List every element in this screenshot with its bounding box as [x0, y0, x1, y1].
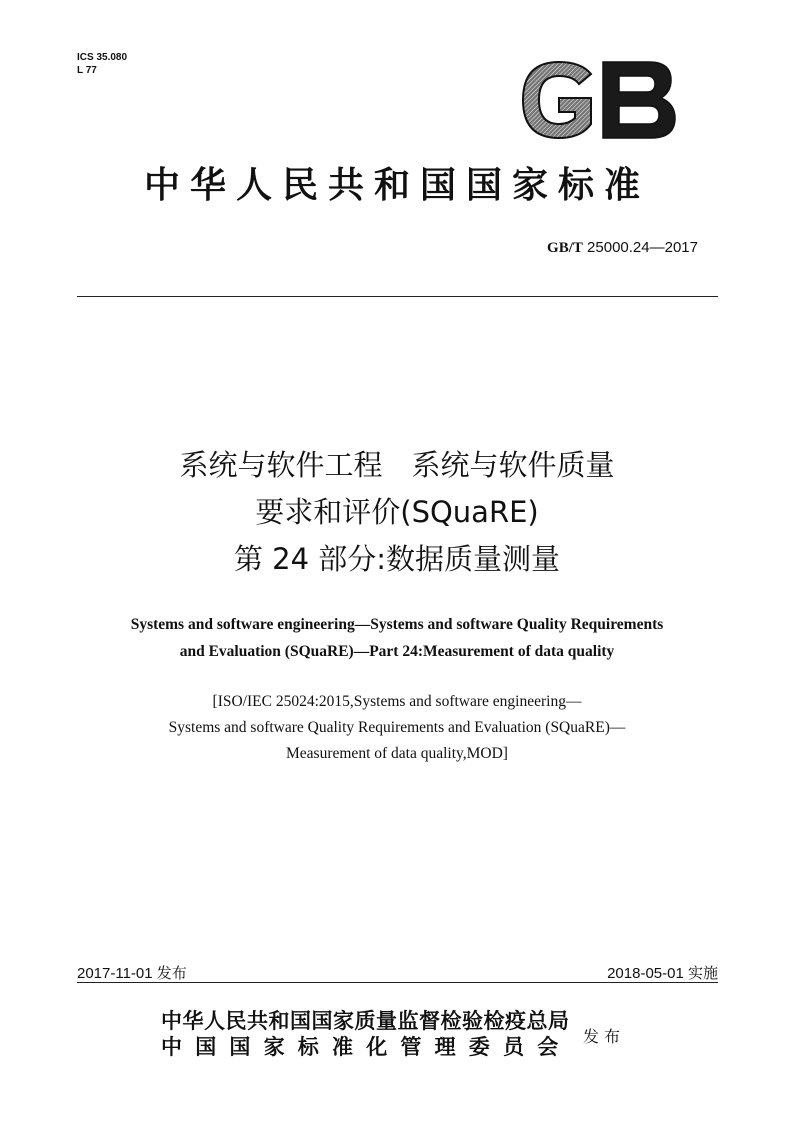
chinese-title-line-1: 系统与软件工程 系统与软件质量 [179, 448, 615, 482]
classification-codes [77, 51, 127, 77]
publish-label: 发布 [583, 1027, 626, 1046]
publish-date: 2017-11-01 发布 [77, 965, 187, 982]
standard-code: 25000.24—2017 [582, 239, 698, 256]
standard-prefix: GB/T [547, 240, 583, 256]
gb-logo [519, 60, 677, 140]
iso-reference-line-2: Systems and software Quality Requirements and Evaluation (SQuaRE)— [168, 719, 626, 736]
standard-number [547, 239, 698, 257]
implementation-date: 2018-05-01 实施 [607, 965, 718, 982]
ccs-code: L 77 [77, 65, 97, 76]
issuer-line-1: 中华人民共和国国家质量监督检验检疫总局 [161, 1008, 570, 1033]
english-title-line-1: Systems and software engineering—Systems and software Quality Requirements [130, 616, 664, 633]
issuer-line-2: 中国国家标准化管理委员会 [161, 1034, 572, 1059]
header-divider [77, 296, 718, 297]
ics-code: ICS 35.080 [77, 52, 128, 63]
chinese-title-line-3: 第 24 部分:数据质量测量 [233, 542, 561, 576]
iso-reference-line-3: Measurement of data quality,MOD] [286, 745, 508, 762]
footer-divider [77, 982, 718, 983]
national-standard-title: 中华人民共和国国家标准 [143, 164, 650, 206]
chinese-title-line-2: 要求和评价(SQuaRE) [255, 495, 539, 529]
iso-reference-line-1: [ISO/IEC 25024:2015,Systems and software engineering— [212, 693, 582, 710]
english-title-line-2: and Evaluation (SQuaRE)—Part 24:Measurement of data quality [179, 643, 615, 660]
